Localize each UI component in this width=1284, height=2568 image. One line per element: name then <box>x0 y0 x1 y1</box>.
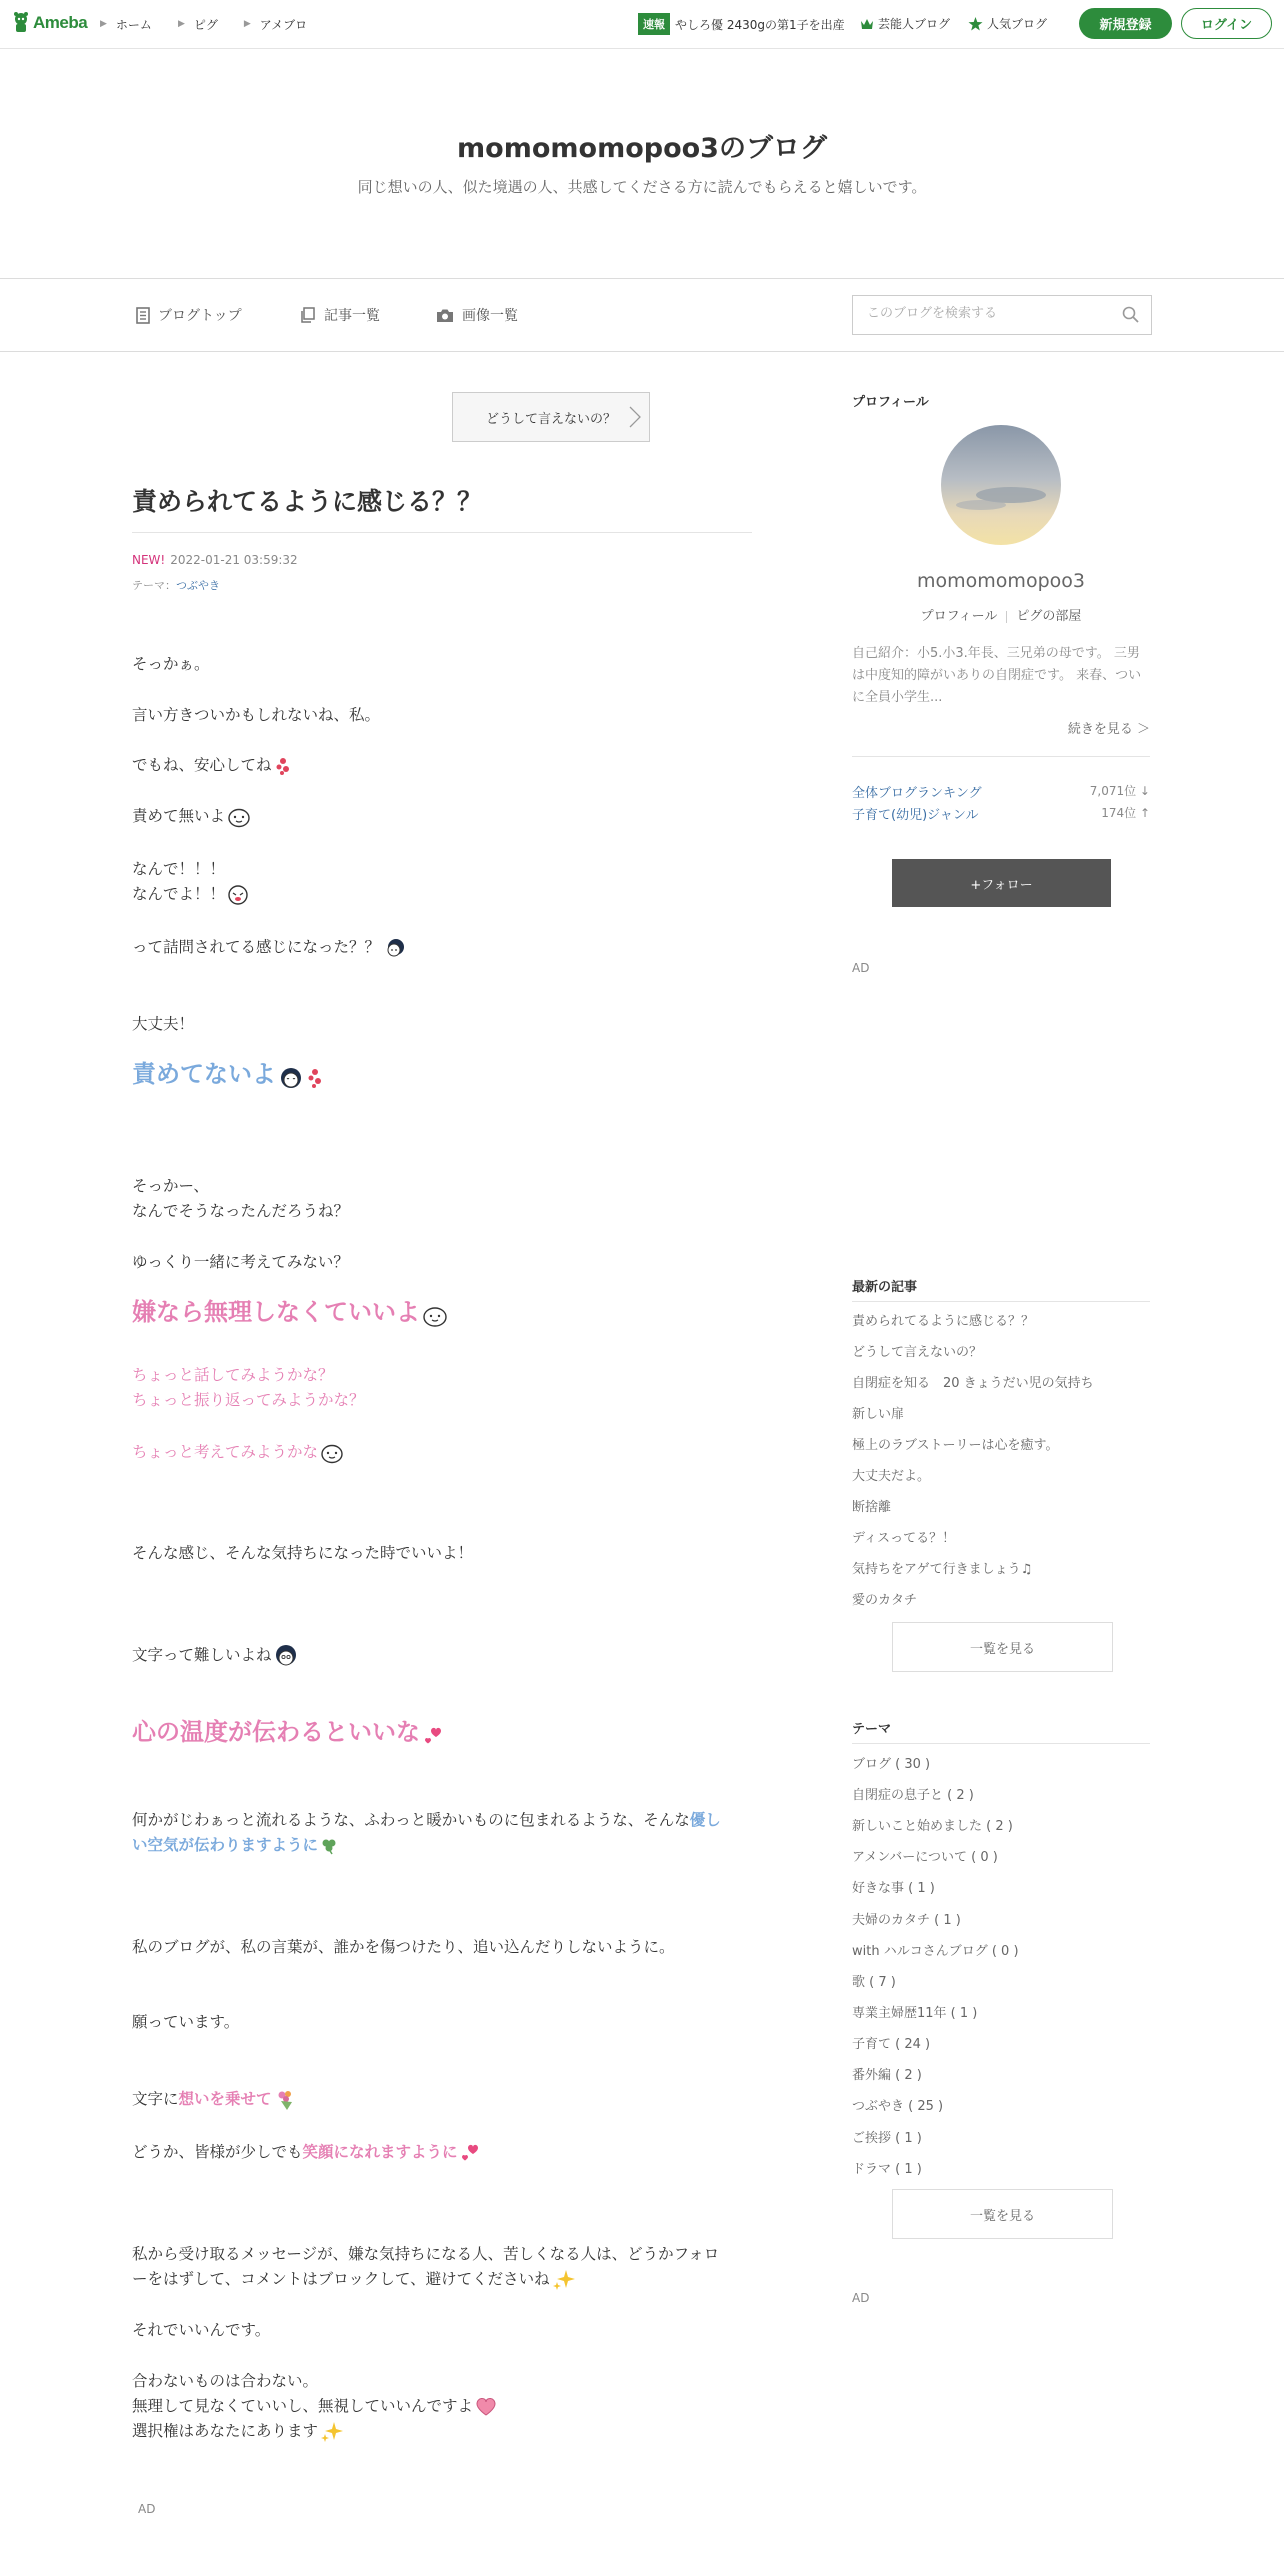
read-more-link[interactable]: 続きを見る ＞ <box>1067 722 1150 737</box>
sparkle-hearts-emoji <box>274 756 292 776</box>
themes-heading: テーマ <box>852 1722 892 1737</box>
body-line: 言い方きついかもしれないね、私。 <box>132 706 381 724</box>
breaking-news-badge: 速報 <box>638 13 670 35</box>
highlight-text: 笑顔になれますように <box>302 2143 458 2161</box>
sparkle-hearts-emoji <box>306 1067 324 1089</box>
ad-label: AD <box>852 2291 870 2305</box>
body-line: そっかぁ。 <box>132 655 210 673</box>
sparkles-emoji <box>552 2269 576 2291</box>
nav-ameblo[interactable] <box>244 16 307 33</box>
divider <box>1006 611 1007 623</box>
upset-face-emoji <box>227 884 249 906</box>
theme-link[interactable]: 番外編 ( 2 ) <box>852 2068 922 2083</box>
nav-pigg[interactable] <box>178 16 218 33</box>
ad-label: AD <box>138 2502 156 2516</box>
body-line <box>132 1808 762 1833</box>
body-line: 私から受け取るメッセージが、嫌な気持ちになる人、苦しくなる人は、どうかフォロ <box>132 2245 720 2263</box>
nav-image-list-label: 画像一覧 <box>462 308 518 324</box>
article-date: 2022-01-21 03:59:32 <box>170 553 298 567</box>
nav-image-list[interactable] <box>436 305 518 325</box>
hearts-emoji <box>460 2142 482 2164</box>
article-title: 責められてるように感じる？？ <box>132 487 483 516</box>
popular-blog-link[interactable] <box>968 15 1047 32</box>
latest-entry-link[interactable]: 極上のラブストーリーは心を癒す。 <box>852 1438 1059 1453</box>
nav-ameblo-label: アメブロ <box>259 17 308 32</box>
blog-search <box>852 295 1152 335</box>
highlight-text: 優し <box>689 1811 721 1829</box>
body-line: 合わないものは合わない。 <box>132 2372 319 2390</box>
highlight-text: い空気が伝わりますように <box>132 1836 319 1854</box>
body-line: ゆっくり一緒に考えてみない？ <box>132 1253 349 1271</box>
nav-home-label: ホーム <box>115 17 152 32</box>
profile-avatar[interactable] <box>941 425 1061 545</box>
body-line <box>132 804 762 829</box>
theme-link[interactable]: 歌 ( 7 ) <box>852 1975 896 1990</box>
title-divider <box>132 532 752 533</box>
smiling-face-emoji <box>320 1442 344 1464</box>
body-line <box>132 935 762 960</box>
body-line <box>132 2087 762 2112</box>
theme-link[interactable]: ブログ ( 30 ) <box>852 1757 931 1772</box>
clover-emoji <box>320 1837 338 1855</box>
ameba-mascot-icon <box>12 12 30 34</box>
prev-entry-link[interactable] <box>452 392 650 442</box>
bouquet-emoji <box>274 2089 296 2111</box>
girl-face-emoji <box>274 1644 298 1668</box>
sparkles-emoji <box>320 2421 344 2443</box>
new-badge: NEW! <box>132 553 166 567</box>
body-line: ちょっと話してみようかな？ <box>132 1366 334 1384</box>
body-text: 責めて無いよ <box>132 807 226 825</box>
chevron-right-icon: ▶ <box>100 19 107 29</box>
nav-blog-top-label: ブログトップ <box>158 308 242 324</box>
body-text: 文字に <box>132 2090 179 2108</box>
theme-label: テーマ： <box>132 579 176 592</box>
body-line <box>132 2394 762 2419</box>
body-line: 大丈夫！ <box>132 1015 195 1033</box>
popular-blog-label: 人気ブログ <box>987 17 1048 31</box>
see-all-entries-button[interactable]: 一覧を見る <box>892 1622 1113 1672</box>
ranking-row <box>852 804 1150 823</box>
girl-face-emoji <box>382 937 406 959</box>
smiling-face-emoji <box>422 1304 448 1328</box>
nav-home[interactable] <box>100 16 152 33</box>
body-line <box>132 2419 762 2444</box>
body-line <box>132 1440 762 1465</box>
body-line <box>132 1062 762 1090</box>
nav-entry-list[interactable] <box>300 305 380 325</box>
profile-heading: プロフィール <box>852 395 929 410</box>
latest-entry-link[interactable]: どうして言えないの？ <box>852 1345 983 1360</box>
chevron-right-icon: ▶ <box>177 19 185 29</box>
ranking-row <box>852 782 1150 801</box>
celeb-blog-label: 芸能人ブログ <box>878 17 951 31</box>
breaking-news-link[interactable] <box>638 13 845 35</box>
body-line <box>132 1300 762 1328</box>
signup-button[interactable]: 新規登録 <box>1079 8 1172 39</box>
prev-entry-label: どうして言えないの？ <box>485 411 616 427</box>
latest-entry-link[interactable]: ディスってる？！ <box>852 1531 956 1546</box>
nav-blog-top[interactable] <box>136 305 242 325</box>
theme-link[interactable]: ドラマ ( 1 ) <box>852 2162 922 2177</box>
ameba-wordmark: Ameba <box>33 13 88 32</box>
theme-link[interactable]: 専業主婦歴11年 ( 1 ) <box>852 2006 978 2021</box>
camera-icon <box>436 308 454 323</box>
article-meta <box>132 553 298 567</box>
latest-entry-link[interactable]: 断捨離 <box>852 1500 892 1515</box>
ranking-link[interactable]: 全体ブログランキング <box>852 786 982 801</box>
hearts-emoji <box>422 1724 446 1748</box>
body-line: なんで！！！ <box>132 860 226 878</box>
smiling-face-emoji <box>227 806 251 828</box>
celeb-blog-link[interactable] <box>860 15 950 32</box>
theme-link[interactable]: 新しいこと始めました ( 2 ) <box>852 1819 1013 1834</box>
body-line <box>132 753 762 778</box>
ad-label: AD <box>852 961 870 975</box>
divider <box>852 1301 1150 1302</box>
body-text: ちょっと考えてみようかな <box>132 1443 319 1461</box>
pigg-room-link[interactable]: ピグの部屋 <box>1016 609 1082 624</box>
body-text: 選択権はあなたにあります <box>132 2422 319 2440</box>
body-text: 無理して見なくていいし、無視していいんですよ <box>132 2397 474 2415</box>
see-all-themes-button[interactable]: 一覧を見る <box>892 2189 1113 2239</box>
latest-entry-link[interactable]: 気持ちをアゲて行きましょう♫ <box>852 1562 1033 1577</box>
highlight-text: 心の温度が伝わるといいな <box>132 1718 420 1746</box>
chevron-right-icon: ▶ <box>243 19 251 29</box>
ameba-logo[interactable] <box>12 12 87 34</box>
global-nav <box>100 0 333 48</box>
ranking-value: 7,071位 ↓ <box>1089 784 1150 798</box>
latest-entry-link[interactable]: 責められてるように感じる？？ <box>852 1314 1035 1329</box>
ranking-link[interactable]: 子育て(幼児)ジャンル <box>852 808 979 823</box>
highlight-text: 責めてないよ <box>132 1060 276 1088</box>
article-theme <box>132 577 220 593</box>
theme-link[interactable]: 子育て ( 24 ) <box>852 2037 931 2052</box>
login-button[interactable]: ログイン <box>1181 8 1272 39</box>
highlight-text: 嫌なら無理しなくていいよ <box>132 1298 420 1326</box>
body-line <box>132 882 762 907</box>
body-line <box>132 2140 762 2165</box>
theme-link[interactable]: つぶやき <box>176 579 220 592</box>
theme-link[interactable]: 夫婦のカタチ ( 1 ) <box>852 1913 961 1928</box>
profile-links <box>852 605 1150 624</box>
body-text: ーをはずして、コメントはブロックして、避けてくださいね <box>132 2270 550 2288</box>
document-icon <box>136 307 150 324</box>
body-line: それでいいんです。 <box>132 2321 271 2339</box>
profile-link[interactable]: プロフィール <box>920 609 998 624</box>
body-line: そっかー、 <box>132 1177 209 1195</box>
girl-face-emoji <box>278 1066 304 1090</box>
breaking-news-text: やしろ優 2430gの第1子を出産 <box>675 17 845 32</box>
nav-pigg-label: ピグ <box>193 17 218 32</box>
follow-button[interactable]: +フォロー <box>892 859 1111 907</box>
copy-icon <box>300 307 316 323</box>
blog-search-input[interactable] <box>865 305 1109 322</box>
theme-link[interactable]: つぶやき ( 25 ) <box>852 2099 944 2114</box>
body-text: って詰問されてる感じになった？？ <box>132 938 381 956</box>
theme-link[interactable]: アメンバーについて ( 0 ) <box>852 1850 998 1865</box>
nav-entry-list-label: 記事一覧 <box>324 308 380 324</box>
crown-icon <box>860 18 874 30</box>
sky-photo-image <box>941 425 1061 545</box>
body-text: なんでよ！！ <box>132 885 226 903</box>
search-icon[interactable] <box>1122 306 1139 323</box>
blog-description: 同じ想いの人、似た境遇の人、共感してくださる方に読んでもらえると嬉しいです。 <box>357 178 927 196</box>
blog-title[interactable]: momomomopoo3のブログ <box>457 133 827 164</box>
divider <box>852 1743 1150 1744</box>
body-line <box>132 1833 762 1858</box>
latest-entry-link[interactable]: 大丈夫だよ。 <box>852 1469 931 1484</box>
body-text: どうか、皆様が少しでも <box>132 2143 303 2161</box>
star-icon <box>968 17 983 31</box>
divider <box>852 756 1150 757</box>
global-header <box>0 0 1284 49</box>
body-line <box>132 1643 762 1668</box>
body-line: なんでそうなったんだろうね？ <box>132 1202 350 1220</box>
latest-entry-link[interactable]: 愛のカタチ <box>852 1593 918 1608</box>
profile-name[interactable]: momomomopoo3 <box>917 570 1085 592</box>
ranking-value: 174位 ↑ <box>1101 806 1150 820</box>
theme-link[interactable]: ご挨拶 ( 1 ) <box>852 2131 922 2146</box>
latest-entry-link[interactable]: 自閉症を知る 20 きょうだい児の気持ち <box>852 1376 1094 1391</box>
body-line: 願っています。 <box>132 2013 240 2031</box>
body-line: そんな感じ、そんな気持ちになった時でいいよ！ <box>132 1544 474 1562</box>
blog-nav <box>0 278 1284 352</box>
heart-emoji <box>475 2397 497 2417</box>
theme-link[interactable]: 自閉症の息子と ( 2 ) <box>852 1788 974 1803</box>
body-line: 私のブログが、私の言葉が、誰かを傷つけたり、追い込んだりしないように。 <box>132 1938 675 1956</box>
body-text: 文字って難しいよね <box>132 1646 272 1664</box>
theme-link[interactable]: 好きな事 ( 1 ) <box>852 1881 935 1896</box>
profile-bio: 自己紹介：小5.小3.年長、三兄弟の母です。 三男は中度知的障がいありの自閉症です。 来春、ついに全員小学生... <box>852 646 1142 705</box>
body-line: ちょっと振り返ってみようかな？ <box>132 1391 365 1409</box>
chevron-right-icon <box>629 406 641 428</box>
body-line <box>132 2267 762 2292</box>
highlight-text: 想いを乗せて <box>178 2090 272 2108</box>
body-text: でもね、安心してね <box>132 756 272 774</box>
latest-entries-heading: 最新の記事 <box>852 1280 918 1295</box>
latest-entry-link[interactable]: 新しい扉 <box>852 1407 905 1422</box>
body-line <box>132 1720 762 1748</box>
body-text: 何かがじわぁっと流れるような、ふわっと暖かいものに包まれるような、そんな <box>132 1811 690 1829</box>
theme-link[interactable]: with ハルコさんブログ ( 0 ) <box>852 1944 1019 1959</box>
